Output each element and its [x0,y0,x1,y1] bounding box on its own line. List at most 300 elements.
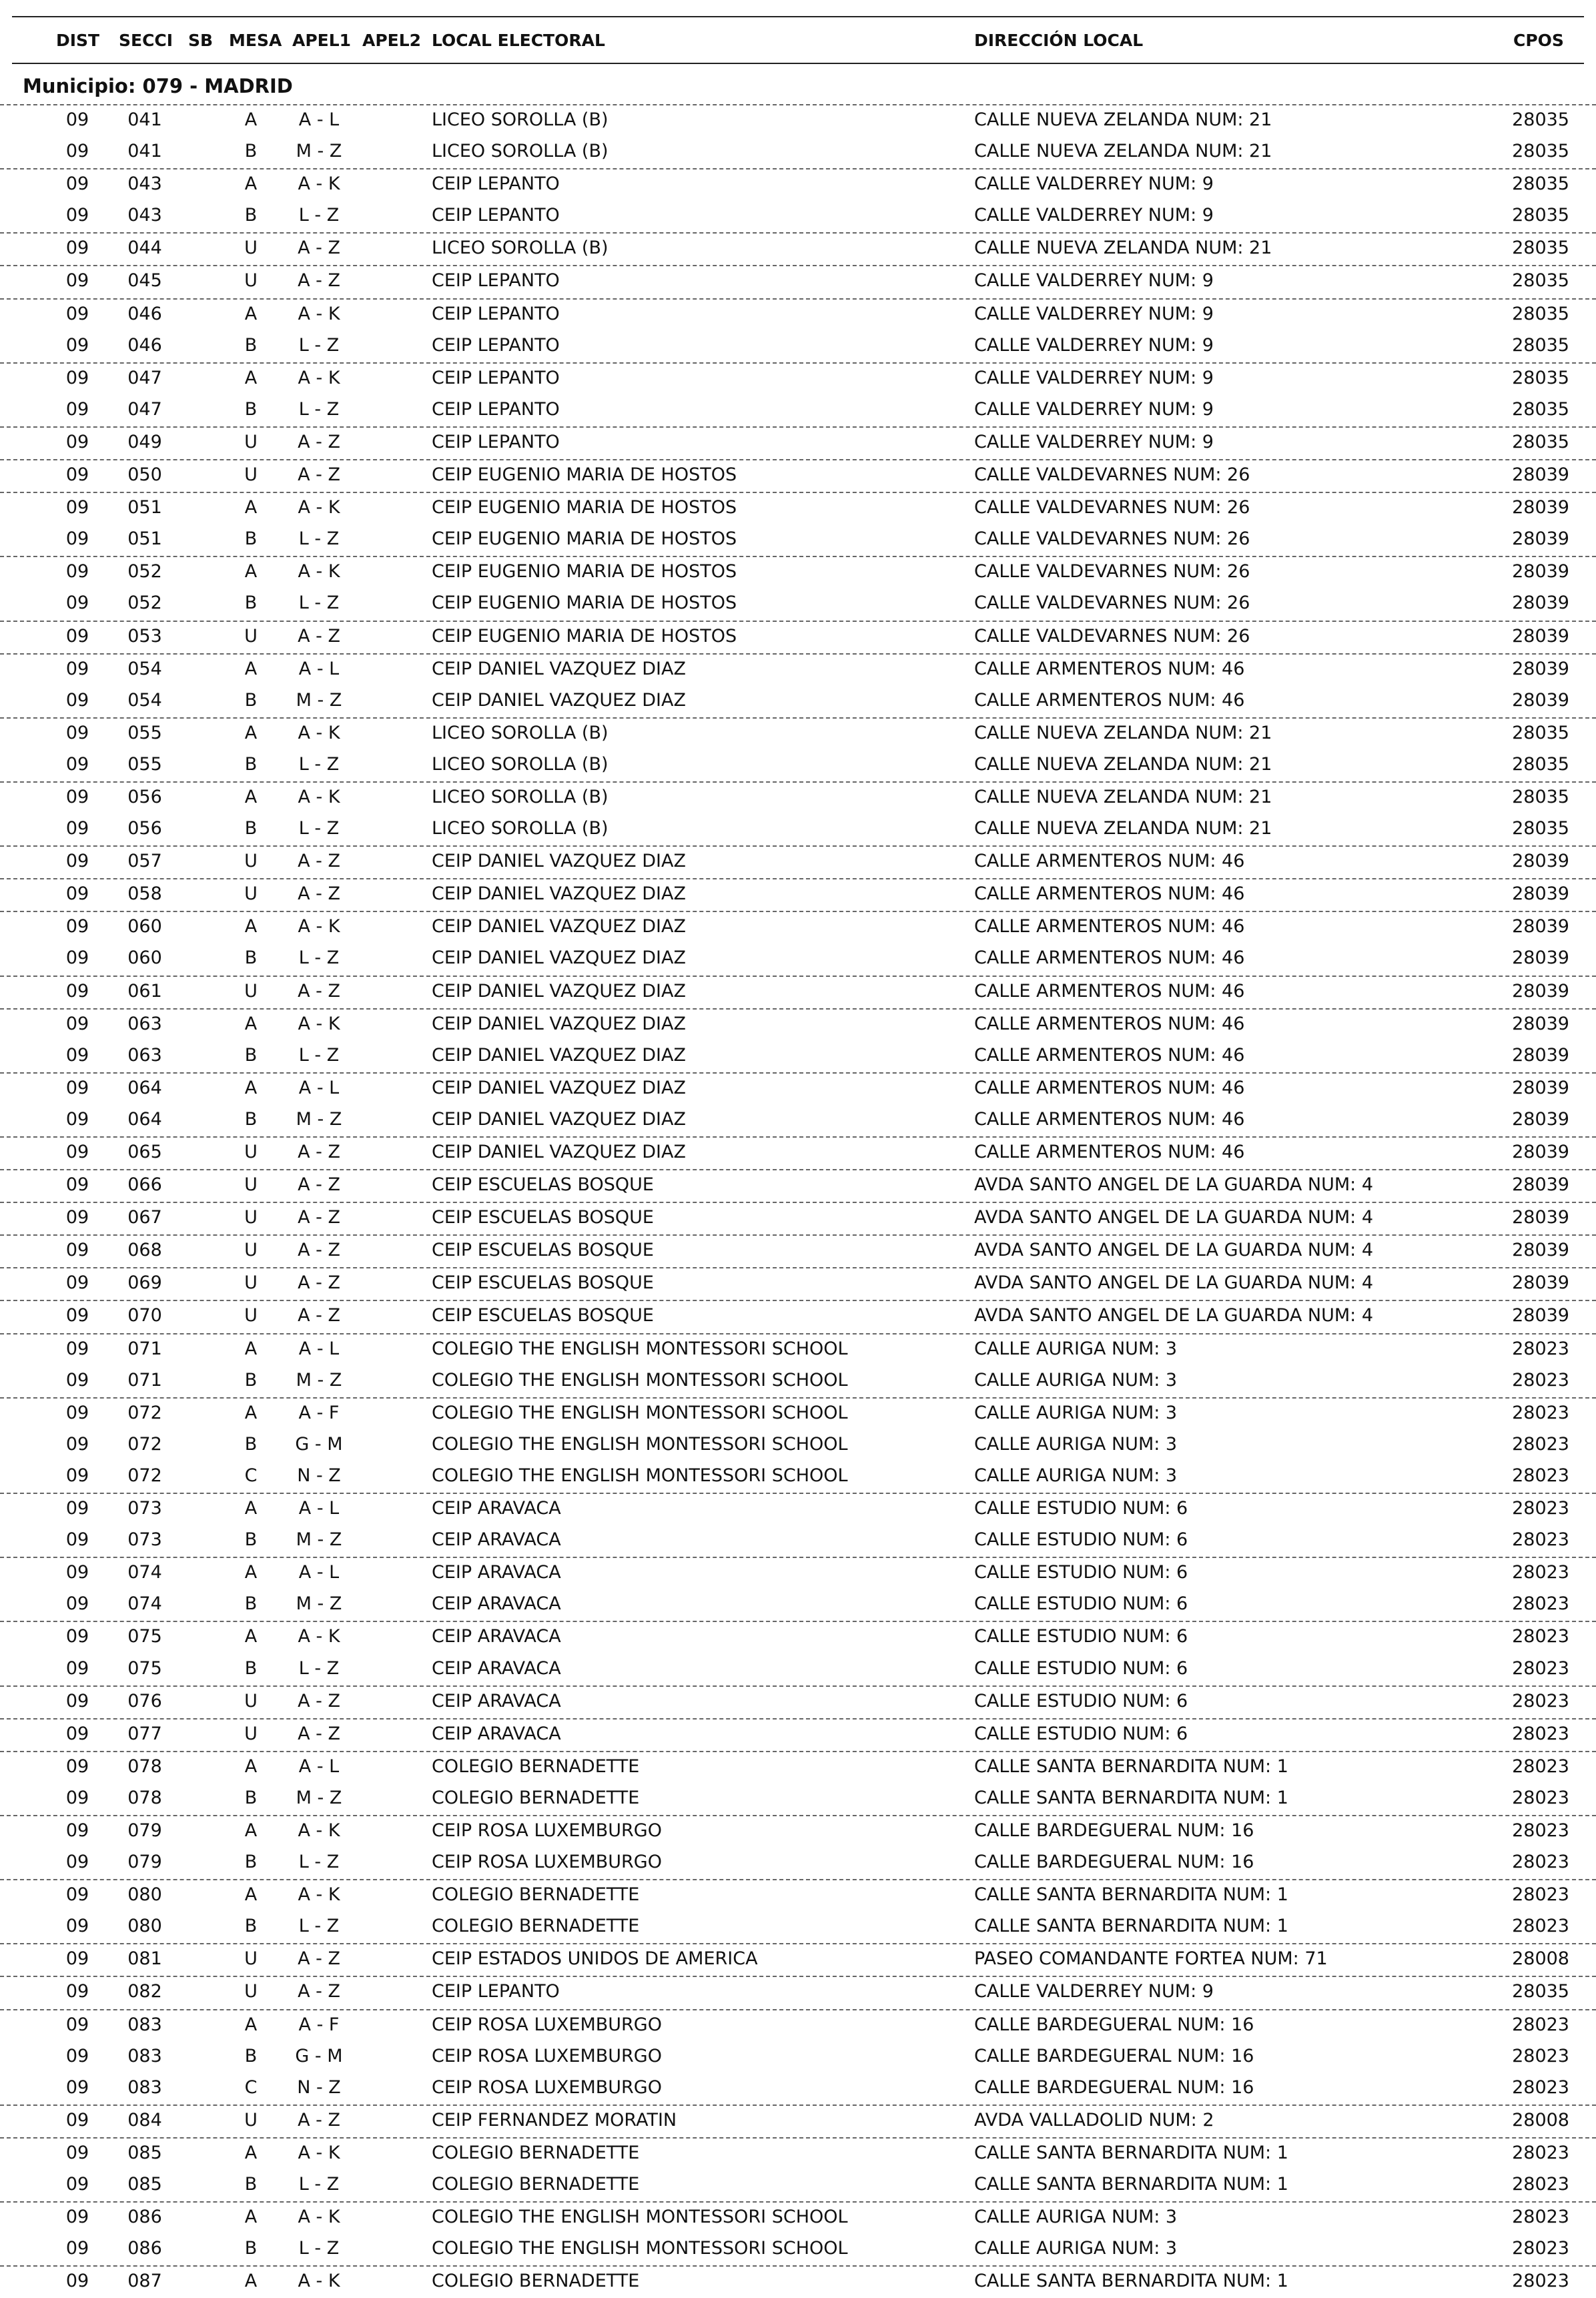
cell-cpos: 28035 [1512,334,1569,356]
cell-direccion: CALLE ARMENTEROS NUM: 46 [974,689,1245,711]
table-row [0,395,1596,426]
cell-local: CEIP LEPANTO [432,1981,560,2002]
cell-secci: 045 [127,270,162,292]
cell-local: CEIP ESCUELAS BOSQUE [432,1207,654,1228]
cell-local: COLEGIO BERNADETTE [432,2142,640,2163]
table-row [0,1234,1596,1267]
cell-dist: 09 [65,2238,89,2259]
cell-direccion: CALLE SANTA BERNARDITA NUM: 1 [974,2142,1288,2163]
cell-dist: 09 [65,109,89,130]
table-row [0,1685,1596,1718]
cell-local: CEIP EUGENIO MARIA DE HOSTOS [432,625,737,647]
cell-dist: 09 [65,1852,89,1873]
cell-apel1: G - M [295,2045,343,2066]
cell-apel1: L - Z [298,947,340,969]
cell-mesa: B [244,947,258,969]
cell-dist: 09 [65,883,89,905]
cell-apel1: L - Z [298,334,340,356]
cell-apel1: A - L [298,1338,340,1359]
cell-mesa: A [244,497,258,518]
cell-direccion: CALLE ARMENTEROS NUM: 46 [974,980,1245,1002]
table-row [0,104,1596,137]
cell-local: COLEGIO THE ENGLISH MONTESSORI SCHOOL [432,1465,848,1486]
cell-dist: 09 [65,947,89,969]
cell-dist: 09 [65,1916,89,1937]
cell-apel1: L - Z [298,593,340,614]
cell-secci: 083 [127,2076,162,2098]
cell-dist: 09 [65,1338,89,1359]
cell-local: CEIP ROSA LUXEMBURGO [432,1852,662,1873]
cell-mesa: B [244,1852,258,1873]
cell-cpos: 28039 [1512,1108,1569,1130]
table-row [0,426,1596,459]
cell-apel1: M - Z [296,1369,342,1391]
cell-mesa: U [244,464,258,486]
cell-cpos: 28023 [1512,1884,1569,1906]
cell-apel1: L - Z [298,398,340,420]
cell-direccion: CALLE VALDERREY NUM: 9 [974,367,1214,388]
cell-cpos: 28023 [1512,1820,1569,1841]
cell-cpos: 28039 [1512,689,1569,711]
table-row [0,1943,1596,1976]
cell-direccion: CALLE ESTUDIO NUM: 6 [974,1690,1188,1711]
table-body [0,104,1596,2298]
cell-secci: 068 [127,1240,162,1261]
cell-local: CEIP ROSA LUXEMBURGO [432,2045,662,2066]
cell-mesa: A [244,367,258,388]
cell-local: CEIP ARAVACA [432,1593,561,1615]
table-row [0,492,1596,524]
cell-local: COLEGIO BERNADETTE [432,1884,640,1906]
cell-cpos: 28023 [1512,1498,1569,1519]
cell-secci: 086 [127,2207,162,2228]
table-row [0,2137,1596,2170]
cell-dist: 09 [65,1690,89,1711]
cell-cpos: 28039 [1512,1013,1569,1034]
cell-secci: 083 [127,2045,162,2066]
cell-mesa: U [244,1948,258,1970]
cell-cpos: 28035 [1512,173,1569,195]
cell-dist: 09 [65,851,89,872]
cell-direccion: CALLE BARDEGUERAL NUM: 16 [974,2014,1254,2035]
cell-apel1: A - Z [298,1207,340,1228]
cell-dist: 09 [65,2076,89,2098]
cell-cpos: 28039 [1512,1174,1569,1196]
cell-dist: 09 [65,1305,89,1326]
cell-mesa: A [244,916,258,937]
cell-cpos: 28035 [1512,753,1569,775]
cell-apel1: G - M [295,1433,343,1455]
cell-cpos: 28039 [1512,625,1569,647]
table-row [0,1169,1596,1202]
cell-cpos: 28023 [1512,1369,1569,1391]
cell-apel1: A - Z [298,851,340,872]
cell-local: CEIP ARAVACA [432,1626,561,1647]
cell-cpos: 28023 [1512,2076,1569,2098]
cell-mesa: A [244,2271,258,2292]
cell-cpos: 28023 [1512,1593,1569,1615]
cell-dist: 09 [65,1207,89,1228]
cell-local: CEIP DANIEL VAZQUEZ DIAZ [432,1142,686,1162]
cell-direccion: AVDA SANTO ANGEL DE LA GUARDA NUM: 4 [974,1240,1374,1261]
cell-direccion: CALLE VALDEVARNES NUM: 26 [974,593,1250,614]
cell-mesa: B [244,593,258,614]
cell-secci: 080 [127,1916,162,1937]
cell-secci: 058 [127,883,162,905]
cell-direccion: CALLE AURIGA NUM: 3 [974,1369,1178,1391]
table-row [0,1815,1596,1848]
cell-local: LICEO SOROLLA (B) [432,753,609,775]
cell-mesa: A [244,786,258,807]
cell-direccion: CALLE NUEVA ZELANDA NUM: 21 [974,722,1272,743]
cell-secci: 060 [127,947,162,969]
cell-dist: 09 [65,1884,89,1906]
cell-apel1: A - Z [298,431,340,452]
cell-local: CEIP ESTADOS UNIDOS DE AMERICA [432,1948,758,1970]
table-row [0,362,1596,395]
cell-direccion: CALLE VALDERREY NUM: 9 [974,173,1214,195]
cell-secci: 069 [127,1272,162,1294]
cell-dist: 09 [65,722,89,743]
cell-cpos: 28023 [1512,1787,1569,1808]
table-row [0,331,1596,362]
cell-mesa: B [244,205,258,226]
cell-direccion: CALLE AURIGA NUM: 3 [974,1402,1178,1423]
cell-local: LICEO SOROLLA (B) [432,238,609,259]
cell-direccion: CALLE SANTA BERNARDITA NUM: 1 [974,1884,1288,1906]
header-rule [12,63,1584,64]
cell-secci: 075 [127,1626,162,1647]
cell-direccion: CALLE ESTUDIO NUM: 6 [974,1498,1188,1519]
cell-dist: 09 [65,303,89,324]
cell-apel1: A - Z [298,238,340,259]
cell-apel1: A - F [298,2014,340,2035]
cell-dist: 09 [65,1626,89,1647]
table-row [0,1430,1596,1461]
cell-cpos: 28039 [1512,658,1569,679]
table-row [0,1136,1596,1169]
table-row [0,2073,1596,2104]
cell-cpos: 28023 [1512,1433,1569,1455]
cell-mesa: B [244,398,258,420]
cell-apel1: L - Z [298,1916,340,1937]
cell-apel1: L - Z [298,205,340,226]
cell-secci: 054 [127,658,162,679]
cell-secci: 043 [127,173,162,195]
cell-secci: 063 [127,1013,162,1034]
table-row [0,1848,1596,1879]
cell-cpos: 28023 [1512,1657,1569,1679]
cell-dist: 09 [65,497,89,518]
header-apel2: APEL2 [362,31,422,50]
cell-secci: 064 [127,1108,162,1130]
cell-apel1: N - Z [297,2076,341,2098]
table-row [0,2104,1596,2137]
cell-mesa: A [244,303,258,324]
cell-cpos: 28039 [1512,1305,1569,1326]
table-row [0,1976,1596,2008]
cell-local: CEIP ESCUELAS BOSQUE [432,1174,654,1196]
cell-direccion: CALLE AURIGA NUM: 3 [974,1433,1178,1455]
cell-local: COLEGIO THE ENGLISH MONTESSORI SCHOOL [432,1402,848,1423]
cell-local: LICEO SOROLLA (B) [432,141,609,162]
cell-secci: 052 [127,593,162,614]
cell-secci: 072 [127,1433,162,1455]
cell-mesa: A [244,1820,258,1841]
cell-direccion: CALLE VALDEVARNES NUM: 26 [974,497,1250,518]
cell-cpos: 28039 [1512,916,1569,937]
cell-dist: 09 [65,753,89,775]
cell-direccion: CALLE ARMENTEROS NUM: 46 [974,658,1245,679]
cell-mesa: A [244,2014,258,2035]
table-row [0,976,1596,1008]
table-row [0,1008,1596,1041]
cell-local: COLEGIO THE ENGLISH MONTESSORI SCHOOL [432,2207,848,2228]
cell-secci: 078 [127,1756,162,1777]
cell-dist: 09 [65,980,89,1002]
cell-direccion: CALLE SANTA BERNARDITA NUM: 1 [974,2174,1288,2195]
table-row [0,750,1596,781]
cell-direccion: CALLE VALDERREY NUM: 9 [974,431,1214,452]
cell-direccion: PASEO COMANDANTE FORTEA NUM: 71 [974,1948,1328,1970]
cell-apel1: L - Z [298,818,340,839]
table-row [0,232,1596,265]
table-row [0,137,1596,168]
cell-direccion: CALLE ARMENTEROS NUM: 46 [974,1142,1245,1162]
cell-local: CEIP DANIEL VAZQUEZ DIAZ [432,883,686,905]
cell-mesa: A [244,1013,258,1034]
cell-cpos: 28039 [1512,464,1569,486]
table-row [0,265,1596,298]
cell-direccion: CALLE ESTUDIO NUM: 6 [974,1657,1188,1679]
table-row [0,201,1596,232]
cell-secci: 041 [127,141,162,162]
cell-mesa: A [244,1626,258,1647]
cell-cpos: 28035 [1512,398,1569,420]
cell-direccion: CALLE ARMENTEROS NUM: 46 [974,1013,1245,1034]
cell-secci: 057 [127,851,162,872]
cell-direccion: CALLE NUEVA ZELANDA NUM: 21 [974,753,1272,775]
cell-dist: 09 [65,1948,89,1970]
cell-dist: 09 [65,1369,89,1391]
cell-apel1: A - K [298,2207,340,2228]
cell-local: CEIP ROSA LUXEMBURGO [432,2076,662,2098]
cell-direccion: CALLE BARDEGUERAL NUM: 16 [974,1820,1254,1841]
cell-local: CEIP LEPANTO [432,334,560,356]
cell-local: CEIP LEPANTO [432,205,560,226]
cell-secci: 087 [127,2271,162,2292]
cell-local: CEIP DANIEL VAZQUEZ DIAZ [432,1013,686,1034]
cell-dist: 09 [65,1077,89,1098]
cell-secci: 060 [127,916,162,937]
cell-cpos: 28023 [1512,2045,1569,2066]
cell-direccion: CALLE NUEVA ZELANDA NUM: 21 [974,109,1272,130]
table-row [0,1589,1596,1621]
cell-secci: 063 [127,1044,162,1066]
cell-dist: 09 [65,528,89,550]
cell-cpos: 28023 [1512,2271,1569,2292]
cell-apel1: M - Z [296,1593,342,1615]
cell-mesa: B [244,528,258,550]
cell-apel1: A - Z [298,1272,340,1294]
cell-apel1: A - K [298,173,340,195]
cell-dist: 09 [65,2014,89,2035]
cell-mesa: B [244,2174,258,2195]
cell-apel1: M - Z [296,689,342,711]
cell-dist: 09 [65,1108,89,1130]
cell-cpos: 28035 [1512,786,1569,807]
cell-mesa: A [244,1498,258,1519]
cell-cpos: 28039 [1512,1207,1569,1228]
cell-mesa: A [244,109,258,130]
cell-dist: 09 [65,205,89,226]
cell-local: CEIP ROSA LUXEMBURGO [432,2014,662,2035]
table-row [0,1751,1596,1784]
cell-cpos: 28023 [1512,2174,1569,2195]
cell-direccion: AVDA SANTO ANGEL DE LA GUARDA NUM: 4 [974,1174,1374,1196]
cell-direccion: CALLE VALDERREY NUM: 9 [974,205,1214,226]
cell-cpos: 28008 [1512,1948,1569,1970]
cell-mesa: B [244,1593,258,1615]
cell-local: COLEGIO THE ENGLISH MONTESSORI SCHOOL [432,1369,848,1391]
cell-direccion: CALLE VALDEVARNES NUM: 26 [974,464,1250,486]
cell-cpos: 28039 [1512,528,1569,550]
cell-secci: 052 [127,561,162,583]
cell-apel1: A - K [298,916,340,937]
cell-secci: 050 [127,464,162,486]
cell-local: COLEGIO BERNADETTE [432,1756,640,1777]
cell-apel1: A - Z [298,2109,340,2131]
cell-mesa: B [244,1787,258,1808]
cell-secci: 043 [127,205,162,226]
cell-apel1: A - Z [298,1174,340,1196]
cell-local: CEIP DANIEL VAZQUEZ DIAZ [432,658,686,679]
cell-apel1: N - Z [297,1465,341,1486]
cell-dist: 09 [65,818,89,839]
cell-secci: 073 [127,1498,162,1519]
cell-cpos: 28035 [1512,1981,1569,2002]
cell-mesa: B [244,1108,258,1130]
cell-local: CEIP EUGENIO MARIA DE HOSTOS [432,593,737,614]
cell-dist: 09 [65,658,89,679]
cell-secci: 085 [127,2142,162,2163]
table-row [0,1041,1596,1072]
cell-apel1: A - Z [298,270,340,292]
cell-mesa: A [244,658,258,679]
cell-apel1: A - K [298,1626,340,1647]
cell-mesa: U [244,1240,258,1261]
cell-apel1: A - Z [298,980,340,1002]
cell-local: CEIP LEPANTO [432,173,560,195]
table-row [0,1879,1596,1912]
cell-direccion: CALLE ESTUDIO NUM: 6 [974,1626,1188,1647]
table-row [0,1366,1596,1397]
table-row [0,556,1596,589]
cell-mesa: U [244,980,258,1002]
cell-cpos: 28035 [1512,238,1569,259]
cell-cpos: 28039 [1512,561,1569,583]
cell-local: CEIP ARAVACA [432,1723,561,1744]
cell-local: CEIP LEPANTO [432,398,560,420]
cell-mesa: U [244,431,258,452]
cell-local: COLEGIO THE ENGLISH MONTESSORI SCHOOL [432,1338,848,1359]
table-row [0,1654,1596,1685]
cell-apel1: M - Z [296,1529,342,1551]
cell-apel1: A - L [298,1562,340,1583]
table-row [0,298,1596,331]
cell-local: CEIP LEPANTO [432,303,560,324]
cell-mesa: B [244,689,258,711]
cell-apel1: A - Z [298,464,340,486]
cell-apel1: L - Z [298,2174,340,2195]
table-row [0,621,1596,653]
cell-local: COLEGIO THE ENGLISH MONTESSORI SCHOOL [432,2238,848,2259]
cell-local: CEIP ESCUELAS BOSQUE [432,1272,654,1294]
cell-apel1: A - Z [298,1723,340,1744]
table-row [0,653,1596,686]
cell-dist: 09 [65,238,89,259]
cell-cpos: 28023 [1512,1756,1569,1777]
cell-apel1: A - K [298,303,340,324]
cell-mesa: U [244,1305,258,1326]
cell-cpos: 28039 [1512,593,1569,614]
cell-secci: 061 [127,980,162,1002]
cell-local: COLEGIO THE ENGLISH MONTESSORI SCHOOL [432,1433,848,1455]
cell-direccion: CALLE ARMENTEROS NUM: 46 [974,1077,1245,1098]
cell-dist: 09 [65,2045,89,2066]
cell-mesa: U [244,2109,258,2131]
cell-secci: 084 [127,2109,162,2131]
cell-cpos: 28023 [1512,1723,1569,1744]
header-mesa: MESA [229,31,282,50]
cell-cpos: 28039 [1512,1044,1569,1066]
cell-cpos: 28039 [1512,980,1569,1002]
cell-mesa: U [244,625,258,647]
cell-cpos: 28035 [1512,722,1569,743]
cell-local: CEIP ARAVACA [432,1690,561,1711]
cell-local: CEIP DANIEL VAZQUEZ DIAZ [432,689,686,711]
cell-direccion: CALLE ARMENTEROS NUM: 46 [974,1108,1245,1130]
cell-secci: 065 [127,1142,162,1162]
cell-local: CEIP ESCUELAS BOSQUE [432,1305,654,1326]
cell-secci: 080 [127,1884,162,1906]
cell-local: CEIP EUGENIO MARIA DE HOSTOS [432,528,737,550]
cell-secci: 055 [127,722,162,743]
cell-dist: 09 [65,786,89,807]
cell-secci: 076 [127,1690,162,1711]
cell-mesa: A [244,1756,258,1777]
cell-apel1: A - Z [298,1240,340,1261]
cell-direccion: CALLE ARMENTEROS NUM: 46 [974,1044,1245,1066]
table-row [0,911,1596,943]
cell-cpos: 28023 [1512,2014,1569,2035]
cell-secci: 074 [127,1562,162,1583]
cell-secci: 047 [127,398,162,420]
cell-direccion: AVDA SANTO ANGEL DE LA GUARDA NUM: 4 [974,1272,1374,1294]
cell-apel1: M - Z [296,1787,342,1808]
table-row [0,1461,1596,1493]
cell-direccion: CALLE AURIGA NUM: 3 [974,1338,1178,1359]
cell-dist: 09 [65,593,89,614]
cell-local: CEIP DANIEL VAZQUEZ DIAZ [432,947,686,969]
cell-secci: 067 [127,1207,162,1228]
cell-mesa: A [244,1884,258,1906]
cell-cpos: 28039 [1512,497,1569,518]
cell-cpos: 28023 [1512,1465,1569,1486]
table-row [0,2042,1596,2073]
cell-dist: 09 [65,916,89,937]
cell-cpos: 28039 [1512,1240,1569,1261]
